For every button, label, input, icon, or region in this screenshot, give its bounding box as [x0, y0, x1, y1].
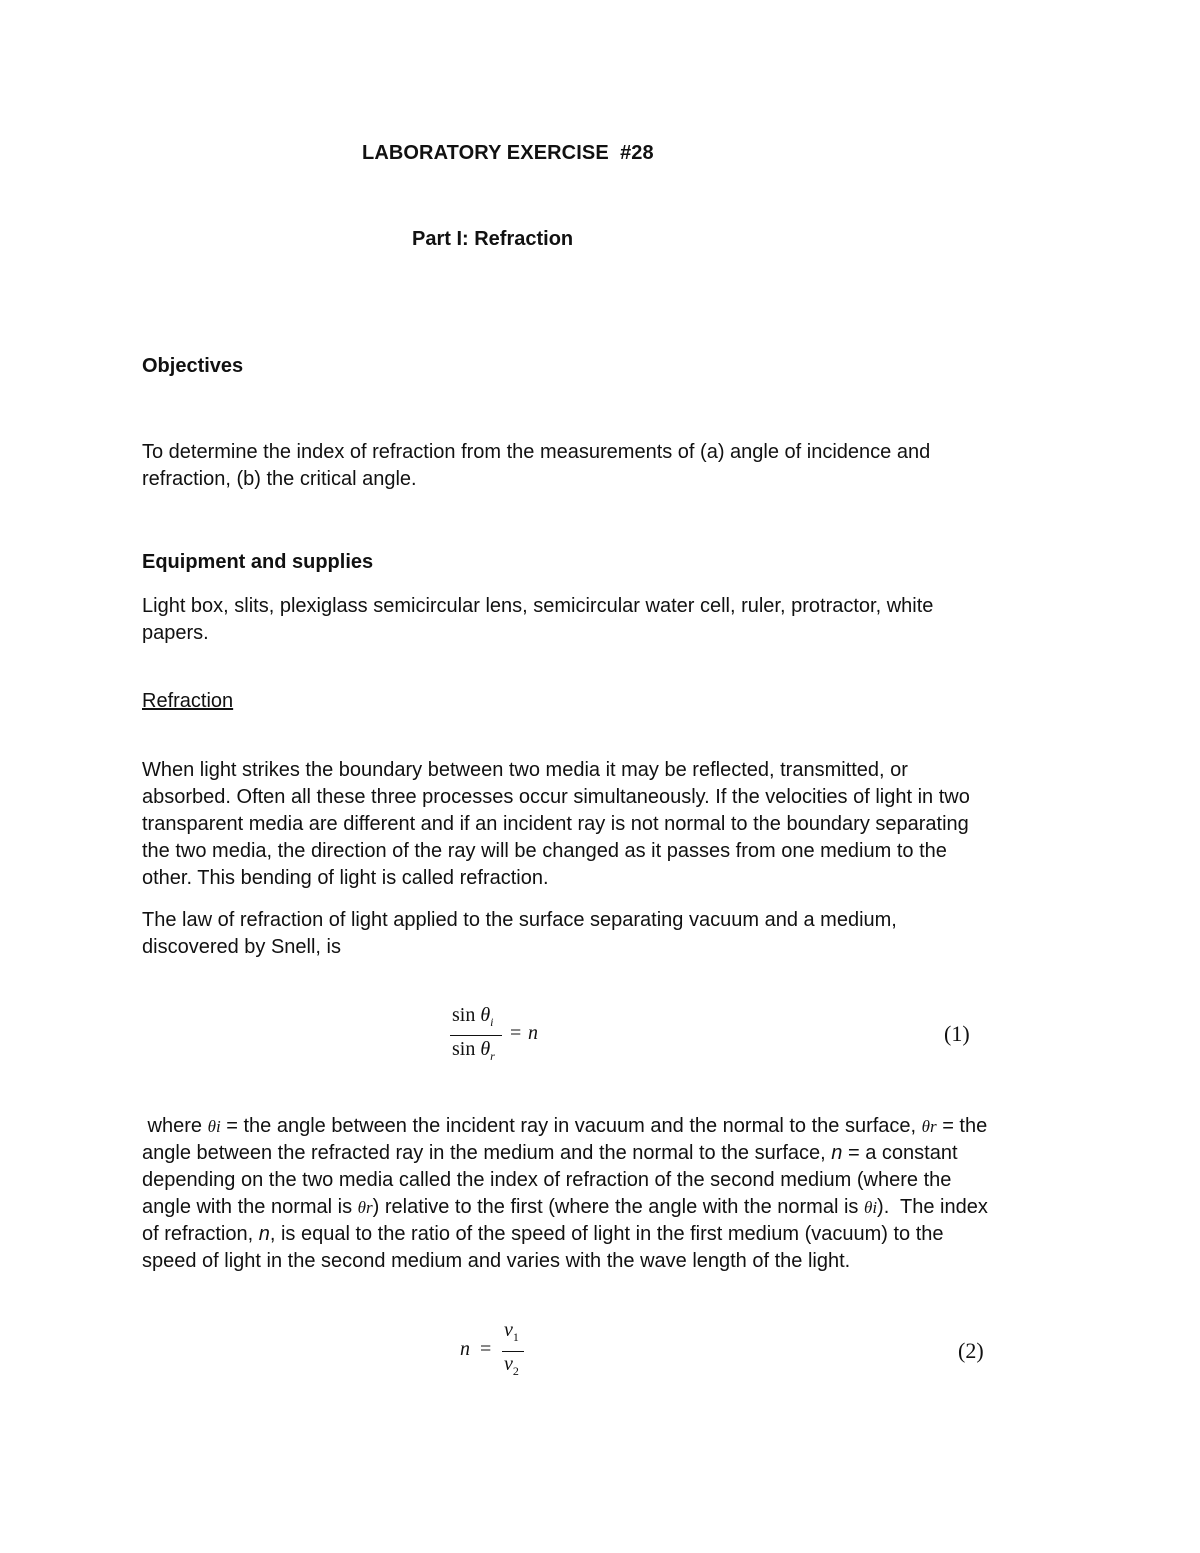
eq1-num-sub: i — [490, 1015, 494, 1029]
where-line-1: where θi = the angle between the incident ray in vacuum and the normal to the surface, θr = the — [142, 1115, 988, 1137]
equipment-text — [142, 593, 1062, 647]
eq2-den-sub: 2 — [512, 1364, 519, 1378]
objectives-line-2: refraction, (b) the critical angle. — [142, 468, 417, 490]
eq1-den-fn: sin — [452, 1038, 476, 1060]
where-line-4: angle with the normal is θr) relative to the first (where the angle with the normal is θi). The index — [142, 1196, 988, 1218]
refraction-p1-line-3: transparent media are different and if an incident ray is not normal to the boundary separating — [142, 813, 969, 835]
eq2-equals: = — [480, 1338, 492, 1360]
theta-r-symbol: θr — [921, 1117, 937, 1136]
refraction-p1-line-5: other. This bending of light is called refraction. — [142, 867, 549, 889]
equation-2-number: (2) — [958, 1338, 984, 1363]
refraction-p2-line-1: The law of refraction of light applied to the surface separating vacuum and a medium, — [142, 909, 897, 931]
eq2-den-v: v — [504, 1353, 513, 1375]
refraction-p1-line-1: When light strikes the boundary between two media it may be reflected, transmitted, or — [142, 759, 908, 781]
objectives-line-1: To determine the index of refraction from the measurements of (a) angle of incidence and — [142, 441, 931, 463]
eq1-numerator — [452, 1004, 494, 1030]
equation-2 — [458, 1319, 558, 1385]
equipment-line-1: Light box, slits, plexiglass semicircular lens, semicircular water cell, ruler, protractor, white — [142, 595, 934, 617]
theta-i-symbol: θi — [207, 1117, 221, 1136]
refraction-p1-line-4: the two media, the direction of the ray will be changed as it passes from one medium to the — [142, 840, 947, 862]
where-line-5: of refraction, n, is equal to the ratio of the speed of light in the first medium (vacuum) to the — [142, 1223, 944, 1245]
page-title: LABORATORY EXERCISE #28 — [362, 142, 654, 164]
eq2-num-sub: 1 — [512, 1330, 519, 1344]
where-line-6: speed of light in the second medium and varies with the wave length of the light. — [142, 1250, 851, 1272]
refraction-p1-line-2: absorbed. Often all these three processes occur simultaneously. If the velocities of light in two — [142, 786, 970, 808]
objectives-heading: Objectives — [142, 355, 244, 377]
eq2-numerator — [504, 1319, 519, 1345]
eq1-num-fn: sin — [452, 1004, 476, 1026]
theta-r-symbol-2: θr — [357, 1198, 373, 1217]
eq1-den-theta: θ — [480, 1038, 491, 1060]
equipment-line-2: papers. — [142, 622, 209, 644]
where-paragraph — [142, 1113, 1072, 1275]
eq2-fraction-bar — [502, 1351, 524, 1352]
eq1-fraction-bar — [450, 1035, 502, 1036]
n-symbol-2: n — [258, 1223, 270, 1245]
refraction-heading: Refraction — [142, 690, 234, 712]
part-heading: Part I: Refraction — [412, 228, 574, 250]
eq2-lhs: n — [460, 1338, 470, 1360]
eq1-denominator — [452, 1038, 495, 1064]
eq1-rhs: n — [528, 1022, 538, 1044]
where-line-2: angle between the refracted ray in the medium and the normal to the surface, n = a constant — [142, 1142, 958, 1164]
eq1-equals: = — [510, 1022, 522, 1044]
eq1-den-sub: r — [490, 1049, 495, 1063]
refraction-paragraph-2 — [142, 907, 1062, 961]
equation-1-number: (1) — [944, 1021, 970, 1046]
where-line-3: depending on the two media called the index of refraction of the second medium (where the — [142, 1169, 952, 1191]
objectives-text — [142, 439, 1062, 493]
theta-i-symbol-2: θi — [863, 1198, 878, 1217]
refraction-p2-line-2: discovered by Snell, is — [142, 936, 341, 958]
eq2-num-v: v — [504, 1319, 513, 1341]
n-symbol: n — [831, 1142, 843, 1164]
refraction-paragraph-1 — [142, 757, 1062, 892]
eq2-denominator — [504, 1353, 519, 1379]
equipment-heading: Equipment and supplies — [142, 551, 374, 573]
equation-1 — [448, 1004, 568, 1066]
eq1-num-theta: θ — [480, 1004, 491, 1026]
